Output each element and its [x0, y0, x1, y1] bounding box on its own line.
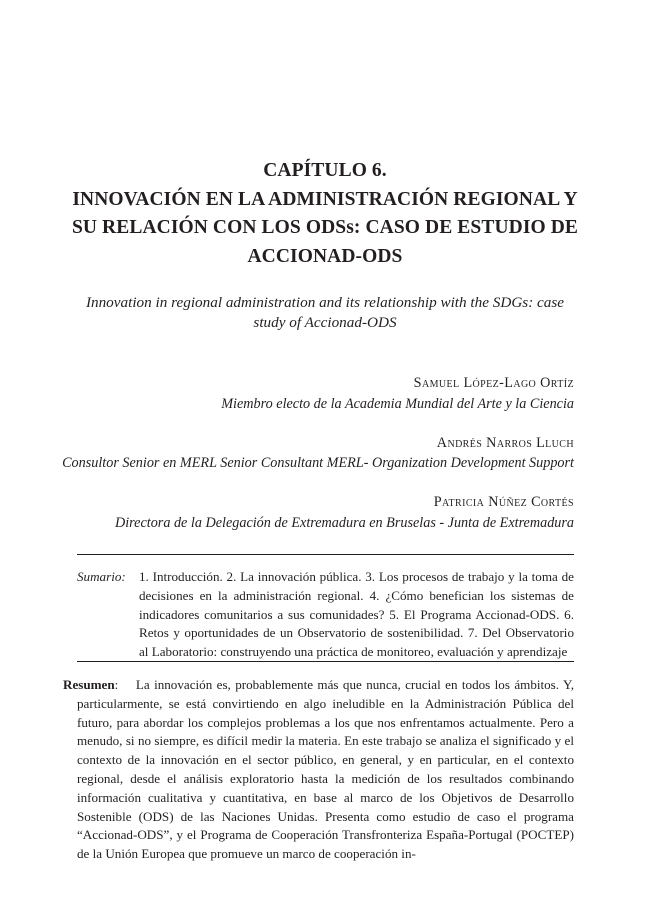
summary-label: Sumario: — [77, 569, 126, 584]
summary-text: 1. Introducción. 2. La innovación pública. 3. Los procesos de trabajo y la toma de decisiones en la administración regional. 4. ¿Cómo benefician los sistemas de indicadores comunitarios a sus comunidades? 5. El Programa Accionad-ODS. 6. Retos y oportunidades de un Observatorio de sostenibilidad. 7. Del Observatorio al Laboratorio: construyendo una práctica de monitoreo, evaluación y aprendizaje — [139, 569, 574, 660]
author-name-2: Andrés Narros Lluch — [436, 435, 574, 451]
author-affiliation-2: Consultor Senior en MERL Senior Consultant MERL- Organization Development Support — [62, 455, 574, 471]
chapter-title-line-3: ACCIONAD-ODS — [247, 245, 403, 267]
top-divider — [77, 554, 574, 555]
chapter-title-line-2: SU RELACIÓN CON LOS ODSs: CASO DE ESTUDIO DE — [71, 217, 579, 238]
abstract-paragraph — [63, 676, 574, 864]
bottom-divider — [77, 661, 574, 662]
author-name-1: Samuel López-Lago Ortíz — [413, 375, 574, 391]
chapter-title — [60, 157, 590, 271]
abstract-text: La innovación es, probablemente más que nunca, crucial en todos los ámbitos. Y, particularmente, se está convirtiendo en algo ineludible en la Administración Pública del futuro, para abordar los complejos problemas a los que nos enfrentamos actualmente. Pero a menudo, si no siempre, es difícil medir la materia. En este trabajo se analiza el significado y el contexto de la innovación en el sector público, en general, y en particular, en el contexto regional, desde el análisis exploratorio hasta la medición de los resultados combinando información cualitativa y cuantitativa, en base al marco de los Objetivos de Desarrollo Sostenible (ODS) de las Naciones Unidas. Presenta como estudio de caso el programa “Accionad-ODS”, y el Programa de Cooperación Transfronteriza España-Portugal (POCTEP) de la Unión Europea que promueve un marco de cooperación in- — [77, 677, 575, 862]
abstract-colon: : — [114, 677, 136, 692]
abstract-label: Resumen — [63, 677, 115, 692]
english-title-line-1: Innovation in regional administration and its relationship with the SDGs: case — [85, 294, 565, 311]
author-affiliation-1: Miembro electo de la Academia Mundial del Arte y la Ciencia — [221, 396, 574, 412]
author-name-3: Patricia Núñez Cortés — [433, 494, 574, 510]
chapter-title-line-1: INNOVACIÓN EN LA ADMINISTRACIÓN REGIONAL Y — [72, 188, 578, 210]
english-title — [60, 293, 590, 333]
author-affiliation-3: Directora de la Delegación de Extremadura en Bruselas - Junta de Extremadura — [114, 515, 574, 531]
english-title-line-2: study of Accionad-ODS — [253, 314, 397, 331]
chapter-number: CAPÍTULO 6. — [263, 160, 387, 181]
summary-block — [77, 568, 574, 662]
